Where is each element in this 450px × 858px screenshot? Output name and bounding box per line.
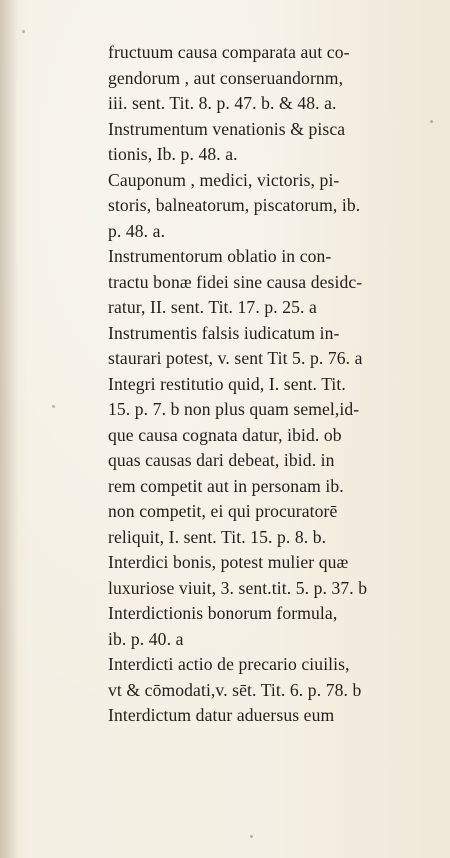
text-line: tionis, Ib. p. 48. a.: [108, 144, 238, 164]
index-text-column: [108, 40, 448, 729]
text-line: staurari potest, v. sent Tit 5. p. 76. a: [108, 348, 363, 368]
text-line: fructuum causa comparata aut co-: [108, 42, 350, 62]
text-line: p. 48. a.: [108, 220, 166, 241]
text-line: Cauponum , medici, victoris, pi-: [108, 169, 340, 190]
text-line: ratur, II. sent. Tit. 17. p. 25. a: [108, 297, 317, 317]
text-line: Integri restitutio quid, I. sent. Tit.: [108, 373, 346, 394]
text-line: iii. sent. Tit. 8. p. 47. b. & 48. a.: [108, 93, 337, 113]
text-line: Interdici bonis, potest mulier quæ: [108, 552, 349, 572]
text-line: Interdicti actio de precario ciuilis,: [108, 654, 350, 674]
paper-speck: [52, 405, 55, 408]
text-line: non competit, ei qui procuratorē: [108, 501, 338, 521]
text-line: Instrumentis falsis iudicatum in-: [108, 322, 340, 343]
text-line: quas causas dari debeat, ibid. in: [108, 450, 335, 470]
text-line: vt & cōmodati,v. sēt. Tit. 6. p. 78. b: [108, 679, 362, 700]
text-line: gendorum , aut conseruandornm,: [108, 67, 344, 88]
page-gutter-shadow: [0, 0, 18, 858]
text-line: 15. p. 7. b non plus quam semel,id-: [108, 399, 360, 419]
text-line: ib. p. 40. a: [108, 628, 184, 649]
paper-speck: [250, 835, 253, 838]
text-line: luxuriose viuit, 3. sent.tit. 5. p. 37. b: [108, 577, 368, 598]
text-line: Interdictionis bonorum formula,: [108, 603, 338, 623]
text-line: reliquit, I. sent. Tit. 15. p. 8. b.: [108, 526, 327, 547]
text-line: storis, balneatorum, piscatorum, ib.: [108, 195, 361, 215]
text-line: Interdictum datur aduersus eum: [108, 705, 335, 725]
text-line: rem competit aut in personam ib.: [108, 475, 344, 496]
paper-speck: [22, 30, 25, 33]
text-line: tractu bonæ fidei sine causa desidc-: [108, 271, 363, 292]
text-line: que causa cognata datur, ibid. ob: [108, 424, 342, 445]
text-line: Instrumentum venationis & pisca: [108, 118, 346, 139]
text-line: Instrumentorum oblatio in con-: [108, 246, 332, 266]
